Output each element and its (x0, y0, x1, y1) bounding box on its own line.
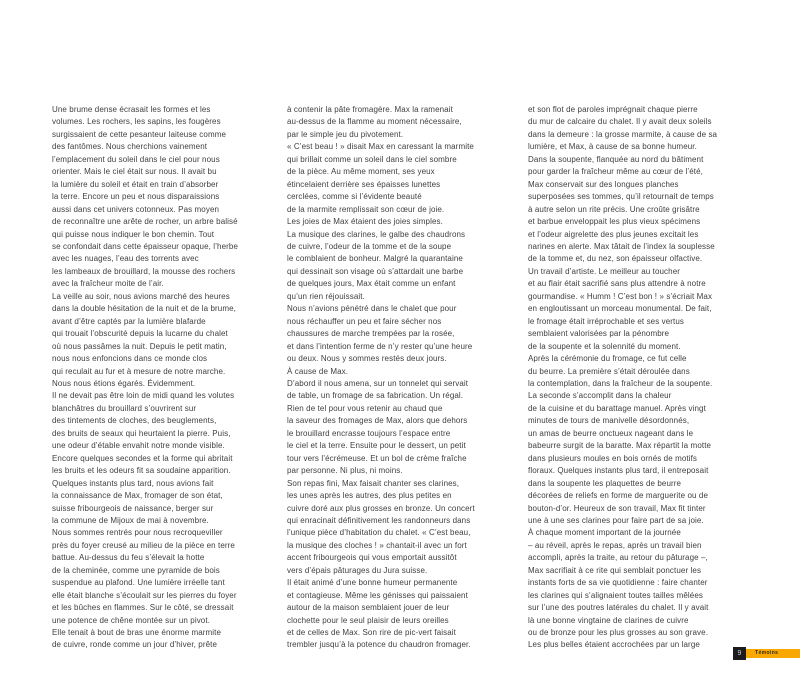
text-line: à autre selon un rite précis. Une croûte grisâtre (528, 204, 700, 214)
text-line: une potence de chêne montée sur un pivot. (52, 615, 210, 625)
text-line: tour vers l’écrémeuse. Et un bol de crème fraîche (287, 453, 467, 463)
text-line: des fantômes. Nous cherchions vainement (52, 142, 208, 152)
text-line: narines en alerte. Max tâtait de l’index la souplesse (528, 241, 715, 251)
text-line: aussi dans cet univers cotonneux. Pas moyen (52, 204, 220, 214)
text-line: par le simple jeu du pivotement. (287, 129, 404, 139)
text-line: Max sacrifiait à ce rite qui semblait ponctuer les (528, 565, 702, 575)
text-line: qui puisse nous indiquer le bon chemin. Tout (52, 229, 215, 239)
text-line: Un travail d’artiste. Le meilleur au toucher (528, 266, 681, 276)
text-line: ou de bronze pour les plus grosses au son grave. (528, 628, 709, 638)
text-line: en engloutissant un morceau monumental. De fait, (528, 304, 712, 314)
text-line: babeurre surgit de la baratte. Max répartit la motte (528, 441, 712, 451)
text-line: avec la fraîcheur moite de l’air. (52, 279, 164, 289)
text-line: de la cuisine et du barattage manuel. Après vingt (528, 403, 706, 413)
section-tab[interactable] (746, 649, 800, 658)
text-line: La seconde s’accomplit dans la chaleur (528, 391, 672, 401)
text-line: Les joies de Max étaient des joies simples. (287, 217, 443, 227)
text-line: La veille au soir, nous avions marché des heures (52, 291, 230, 301)
page-number-badge (733, 647, 746, 660)
text-line: qui enracinait définitivement les randonneurs dans (287, 515, 471, 525)
text-line: chaussures de marche trempées par la rosée, (287, 329, 455, 339)
text-line: D’abord il nous amena, sur un tonnelet qui servait (287, 378, 469, 388)
text-line: de la cheminée, comme une pyramide de bois (52, 565, 220, 575)
text-line: trembler jusqu’à la potence du chaudron fromager. (287, 640, 471, 650)
text-line: nous réchauffer un peu et faire sécher nos (287, 316, 442, 326)
text-line: des tintements de cloches, des beuglements, (52, 416, 217, 426)
text-line: Encore quelques secondes et la forme qui abritait (52, 453, 233, 463)
text-line: par personne. Ni plus, ni moins. (287, 466, 403, 476)
text-line: et contagieuse. Même les génisses qui paissaient (287, 590, 468, 600)
text-line: qui brillait comme un soleil dans le ciel sombre (287, 154, 457, 164)
text-line: surgissaient de cette pesanteur laiteuse comme (52, 129, 227, 139)
text-line: de la pièce. Au même moment, ses yeux (287, 167, 435, 177)
text-line: floraux. Quelques instants plus tard, il entreposait (528, 466, 709, 476)
text-line: les unes après les autres, des plus petites en (287, 491, 452, 501)
text-line: superposées ses tommes, qu’il retournait de temps (528, 192, 714, 202)
text-line: nous nous enfoncions dans ce monde clos (52, 354, 208, 364)
text-line: dans la soupente les plaquettes de beurre (528, 478, 682, 488)
text-line: une à une ses clarines pour faire part de sa joie. (528, 515, 704, 525)
text-line: de quelques jours, Max était comme un enfant (287, 279, 456, 289)
text-line: de la soupente et la solennité du moment. (528, 341, 681, 351)
text-line: Il était animé d’une bonne humeur permanente (287, 578, 458, 588)
text-line: accompli, après la traite, au retour du pâturage –, (528, 553, 708, 563)
text-line: de reconnaître une arête de rocher, un arbre balisé (52, 217, 238, 227)
text-line: volumes. Les rochers, les sapins, les fougères (52, 117, 221, 127)
text-line: avant d’être captés par la lumière blafarde (52, 316, 206, 326)
page-number: 9 (737, 649, 742, 657)
text-line: la connaissance de Max, fromager de son état, (52, 491, 223, 501)
text-line: à contenir la pâte fromagère. Max la ramenait (287, 105, 453, 114)
text-line: l’unique pièce d’habitation du chalet. « C’est beau, (287, 528, 471, 538)
text-line: – au réveil, après le repas, après un travail bien (528, 540, 702, 550)
text-line: les clarines qui s’alignaient toutes tailles mêlées (528, 590, 703, 600)
text-line: Rien de tel pour vous retenir au chaud que (287, 403, 443, 413)
text-line: la saveur des fromages de Max, alors que dehors (287, 416, 468, 426)
text-line: instants forts de sa vie quotidienne : faire chanter (528, 578, 708, 588)
text-line: de cuivre, ronde comme un jour d’hiver, prête (52, 640, 218, 650)
text-line: autour de la maison semblaient jouer de leur (287, 603, 450, 613)
text-line: se confondait dans cette épaisseur opaque, l’herbe (52, 241, 239, 251)
text-line: au-dessus de la flamme au moment nécessaire, (287, 117, 462, 127)
text-line: bouton-d’or. Heureux de son travail, Max fit tinter (528, 503, 706, 513)
text-line: et son flot de paroles imprégnait chaque pierre (528, 105, 698, 114)
text-line: Les plus belles étaient accrochées par un large (528, 640, 700, 650)
text-line: qui dessinait son visage où s’attardait une barbe (287, 266, 464, 276)
text-line: du beurre. La première s’était déroulée dans (528, 366, 690, 376)
text-line: de la tomme et, du nez, son épaisseur olfactive. (528, 254, 703, 264)
text-line: avec les nuages, l’eau des torrents avec (52, 254, 199, 264)
text-line: « C’est beau ! » disait Max en caressant la marmite (287, 142, 474, 152)
text-line: où nous passâmes la nuit. Depuis le petit matin, (52, 341, 227, 351)
text-line: le fromage était irréprochable et ses vertus (528, 316, 685, 326)
text-line: et l’odeur aigrelette des plus jeunes excitait les (528, 229, 699, 239)
text-line: la terre. Encore un peu et nous disparaissions (52, 192, 220, 202)
text-line: La musique des clarines, le galbe des chaudrons (287, 229, 466, 239)
section-tab-label: Témoins (755, 650, 779, 656)
text-line: Dans la soupente, flanquée au nord du bâtiment (528, 154, 704, 164)
text-line: suisse fribourgeois de naissance, berger sur (52, 503, 214, 513)
text-line: cuivre doré aux plus grosses en bronze. Un concert (287, 503, 475, 513)
text-line: elle était blanche s’écoulait sur les pierres du foyer (52, 590, 237, 600)
text-line: semblaient valorisées par la pénombre (528, 329, 670, 339)
text-line: là une bonne vingtaine de clarines de cuivre (528, 615, 689, 625)
text-line: gourmandise. « Humm ! C’est bon ! » s’écriait Max (528, 291, 713, 301)
text-line: et au flair était sacrifié sans plus attendre à notre (528, 279, 706, 289)
text-line: Max conservait sur des longues planches (528, 179, 679, 189)
text-line: sur l’une des poutres latérales du chalet. Il y avait (528, 603, 709, 613)
text-line: À chaque moment important de la journée (528, 528, 681, 538)
text-line: le brouillard encrasse toujours l’espace entre (287, 428, 451, 438)
text-line: lumière, et Max, à cause de sa bonne humeur. (528, 142, 697, 152)
text-line: le comblaient de bonheur. Malgré la quarantaine (287, 254, 463, 264)
text-line: de la marmite remplissait son cœur de joie. (287, 204, 445, 214)
text-line: vers d’épais pâturages du Jura suisse. (287, 565, 428, 575)
text-line: À cause de Max. (287, 366, 349, 376)
text-line: étincelaient derrière ses épaisses lunettes (287, 179, 441, 189)
text-line: dans la demeure : la grosse marmite, à cause de sa (528, 129, 718, 139)
text-line: blanchâtres du brouillard s’ouvrirent sur (52, 403, 197, 413)
text-line: de cuivre, l’odeur de la tomme et de la soupe (287, 241, 452, 251)
text-column-1 (52, 104, 284, 652)
text-line: des bruits de seaux qui heurtaient la pierre. Puis, (52, 428, 231, 438)
text-line: orienter. Mais le ciel était sur nous. Il avait bu (52, 167, 217, 177)
text-line: Il ne devait pas être loin de midi quand les volutes (52, 391, 235, 401)
text-line: Quelques instants plus tard, nous avions fait (52, 478, 214, 488)
text-column-2 (287, 104, 519, 652)
text-line: battue. Au-dessus du feu s’élevait la hotte (52, 553, 205, 563)
page-footer-marker (733, 646, 800, 660)
text-line: la musique des cloches ! » chantait-il avec un fort (287, 540, 467, 550)
text-line: qui reculait au fur et à mesure de notre marche. (52, 366, 226, 376)
text-line: Elle tenait à bout de bras une énorme marmite (52, 628, 222, 638)
text-line: la contemplation, dans la fraîcheur de la soupente. (528, 378, 713, 388)
text-line: suspendue au plafond. Une lumière irréelle tant (52, 578, 225, 588)
text-line: du mur de calcaire du chalet. Il y avait deux soleils (528, 117, 712, 127)
text-line: la lumière du soleil et était en train d’absorber (52, 179, 219, 189)
text-line: la commune de Mijoux de mai à novembre. (52, 515, 209, 525)
text-line: le ciel et la terre. Ensuite pour le dessert, un petit (287, 441, 466, 451)
text-line: pour garder la fraîcheur même au cœur de l’été, (528, 167, 704, 177)
text-line: qui trouait l’obscurité depuis la lucarne du chalet (52, 329, 228, 339)
text-line: ou deux. Nous y sommes restés deux jours. (287, 354, 447, 364)
text-line: dans plusieurs moules en bois ornés de motifs (528, 453, 698, 463)
text-line: près du foyer creusé au milieu de la pièce en terre (52, 540, 235, 550)
text-column-3 (528, 104, 760, 652)
text-line: qu’un rien réjouissait. (287, 291, 365, 301)
text-line: et de celles de Max. Son rire de pic-vert faisait (287, 628, 456, 638)
text-line: clochette pour le seul plaisir de leurs oreilles (287, 615, 449, 625)
text-line: les bruits et les odeurs fit sa soudaine apparition. (52, 466, 231, 476)
text-line: Nous sommes rentrés pour nous recroqueviller (52, 528, 223, 538)
text-line: Après la cérémonie du fromage, ce fut celle (528, 354, 687, 364)
text-line: Nous nous étions égarés. Évidemment. (52, 378, 196, 388)
text-line: une odeur d’étable envahit notre monde visible. (52, 441, 225, 451)
text-line: accent fribourgeois qui vous emportait aussitôt (287, 553, 457, 563)
text-line: et dans l’intention ferme de n’y rester qu’une heure (287, 341, 473, 351)
text-line: minutes de tours de manivelle désordonnés, (528, 416, 690, 426)
text-line: Nous n’avions pénétré dans le chalet que pour (287, 304, 457, 314)
text-line: un amas de beurre onctueux nageant dans le (528, 428, 694, 438)
text-line: dans la double hésitation de la nuit et de la brume, (52, 304, 236, 314)
text-line: et barbue enveloppait les plus vieux spécimens (528, 217, 701, 227)
text-line: décorées de reliefs en forme de marguerite ou de (528, 491, 709, 501)
text-line: Une brume dense écrasait les formes et les (52, 105, 211, 114)
text-line: les lambeaux de brouillard, la mousse des rochers (52, 266, 236, 276)
text-line: de table, un fromage de sa fabrication. Un régal. (287, 391, 464, 401)
text-line: et les bûches en flammes. Sur le côté, se dressait (52, 603, 234, 613)
text-line: l’emplacement du soleil dans le ciel pour nous (52, 154, 220, 164)
text-line: Son repas fini, Max faisait chanter ses clarines, (287, 478, 460, 488)
text-line: cerclées, comme si l’évidente beauté (287, 192, 422, 202)
